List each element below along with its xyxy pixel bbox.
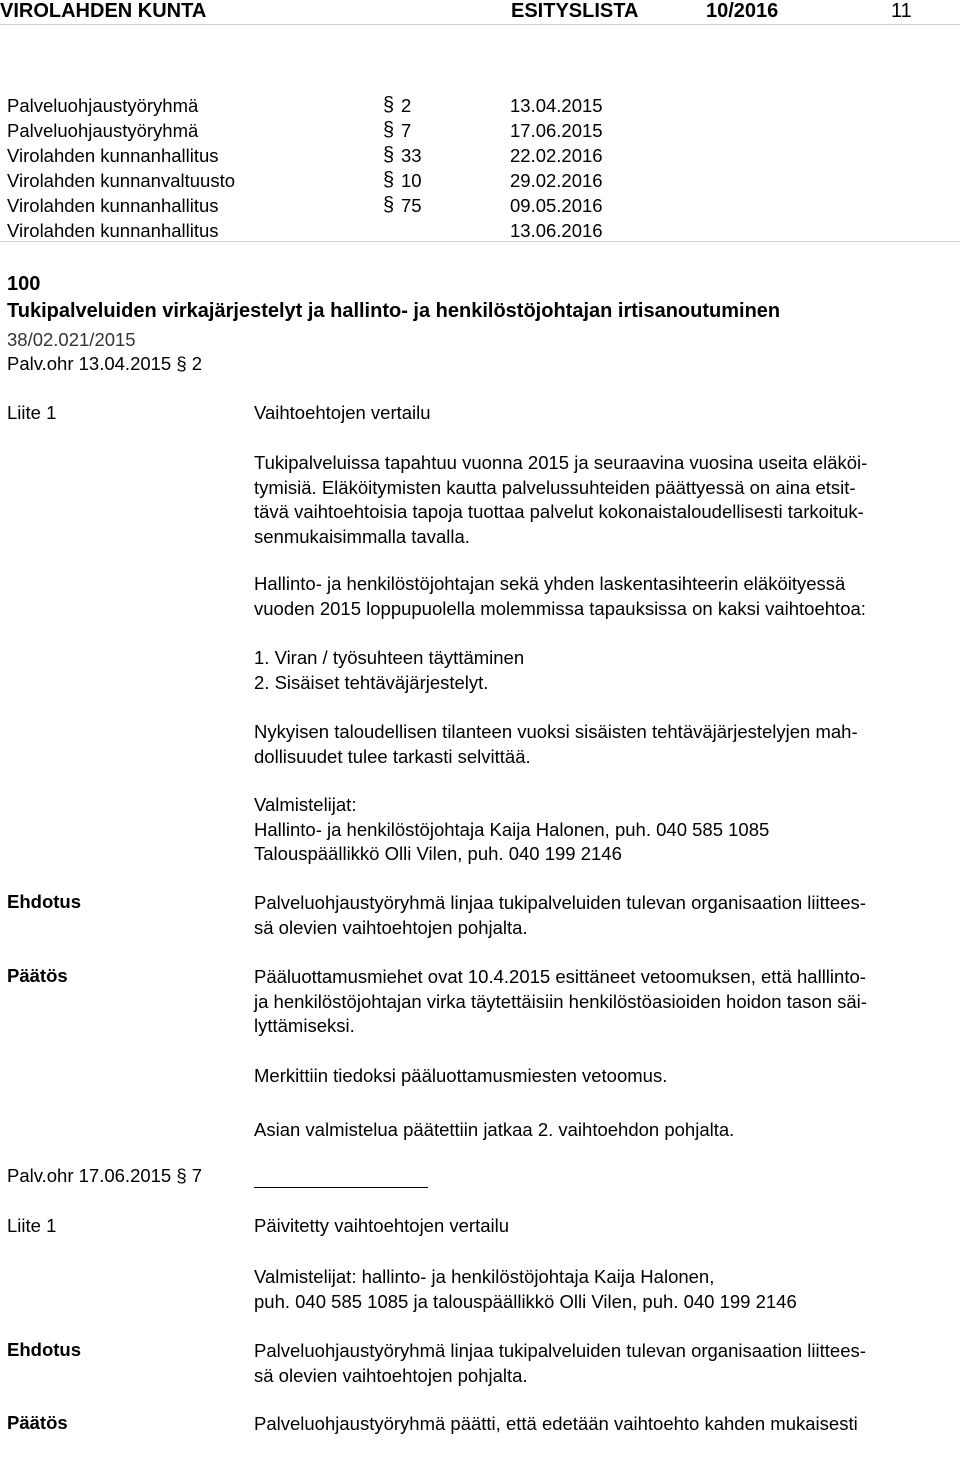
- section-symbol: §: [383, 169, 395, 191]
- decision-note-2: [254, 1118, 954, 1143]
- header-org: VIROLAHDEN KUNTA: [0, 0, 207, 22]
- item-number: 100: [7, 273, 41, 295]
- item-title: Tukipalveluiden virkajärjestelyt ja hallinto- ja henkilöstöjohtajan irtisanoutuminen: [7, 300, 781, 322]
- history-date: 13.04.2015: [510, 95, 603, 116]
- preparer-line: Hallinto- ja henkilöstöjohtaja Kaija Halonen, puh. 040 585 1085: [254, 818, 770, 840]
- history-date: 13.06.2016: [510, 220, 603, 241]
- proposal-text: [254, 1339, 954, 1388]
- history-body: Virolahden kunnanhallitus: [7, 220, 219, 241]
- header-page-number: 11: [891, 0, 912, 22]
- paragraph-line: Valmistelijat: hallinto- ja henkilöstöjohtaja Kaija Halonen,: [254, 1266, 715, 1287]
- history-body: Virolahden kunnanhallitus: [7, 145, 219, 166]
- attachment-label: Liite 1: [7, 1215, 57, 1236]
- attachment-label: Liite 1: [7, 402, 57, 423]
- preparers-block-2: [254, 1265, 954, 1314]
- proposal-label: Ehdotus: [7, 1339, 81, 1360]
- history-body: Virolahden kunnanvaltuusto: [7, 170, 235, 191]
- options-list: [254, 646, 954, 695]
- attachment-link[interactable]: Vaihtoehtojen vertailu: [254, 402, 431, 423]
- paragraph-line: Palveluohjaustyöryhmä linjaa tukipalveluiden tulevan organisaation liittees-: [254, 892, 866, 913]
- reference-1: Palv.ohr 13.04.2015 § 2: [7, 353, 203, 374]
- decision-label: Päätös: [7, 965, 68, 986]
- paragraph-line: dollisuudet tulee tarkasti selvittää.: [254, 745, 531, 767]
- paragraph-line: Merkittiin tiedoksi pääluottamusmiesten vetoomus.: [254, 1065, 668, 1086]
- history-body: Palveluohjaustyöryhmä: [7, 120, 199, 141]
- option-item: 1. Viran / työsuhteen täyttäminen: [254, 647, 525, 668]
- section-symbol: §: [383, 119, 395, 141]
- paragraph-line: Pääluottamusmiehet ovat 10.4.2015 esittäneet vetoomuksen, että halllinto-: [254, 966, 866, 987]
- paragraph-line: Palveluohjaustyöryhmä päätti, että edetään vaihtoehto kahden mukaisesti: [254, 1413, 858, 1434]
- history-date: 22.02.2016: [510, 145, 603, 166]
- paragraph-line: lyttämiseksi.: [254, 1015, 355, 1036]
- paragraph-2: [254, 572, 954, 621]
- decision-text: [254, 1412, 954, 1437]
- history-body: Virolahden kunnanhallitus: [7, 195, 219, 216]
- paragraph-line: puh. 040 585 1085 ja talouspäällikkö Olli Vilen, puh. 040 199 2146: [254, 1290, 797, 1312]
- paragraph-line: vuoden 2015 loppupuolella molemmissa tapauksissa on kaksi vaihtoehtoa:: [254, 597, 866, 619]
- paragraph-line: Nykyisen taloudellisen tilanteen vuoksi sisäisten tehtäväjärjestelyjen mah-: [254, 721, 858, 742]
- history-number: 2: [401, 95, 412, 116]
- paragraph-line: tymisiä. Eläköitymisten kautta palvelussuhteiden päättyessä on aina etsit-: [254, 476, 856, 498]
- decision-label: Päätös: [7, 1412, 68, 1433]
- history-number: 33: [401, 145, 422, 166]
- preparer-line: Talouspäällikkö Olli Vilen, puh. 040 199 2146: [254, 843, 622, 864]
- paragraph-line: sä olevien vaihtoehtojen pohjalta.: [254, 916, 528, 938]
- history-number: 7: [401, 120, 412, 141]
- paragraph-line: senmukaisimmalla tavalla.: [254, 525, 470, 547]
- preparers-label: Valmistelijat:: [254, 794, 357, 815]
- paragraph-line: Tukipalveluissa tapahtuu vuonna 2015 ja seuraavina vuosina useita eläköi-: [254, 452, 868, 473]
- header-doc-type: ESITYSLISTA: [511, 0, 639, 22]
- paragraph-3: [254, 720, 954, 769]
- header-rule: [0, 24, 960, 25]
- section-symbol: §: [383, 194, 395, 216]
- paragraph-line: sä olevien vaihtoehtojen pohjalta.: [254, 1364, 528, 1386]
- paragraph-line: tävä vaihtoehtoisia tapoja tuottaa palvelut kokonaistaloudellisesti tarkoituk-: [254, 501, 864, 522]
- history-rule: [0, 241, 960, 242]
- history-date: 09.05.2016: [510, 195, 603, 216]
- paragraph-line: ja henkilöstöjohtajan virka täytettäisiin henkilöstöasioiden hoidon tason säi-: [254, 990, 867, 1012]
- attachment-link[interactable]: Päivitetty vaihtoehtojen vertailu: [254, 1215, 510, 1236]
- header-issue: 10/2016: [706, 0, 779, 22]
- reference-2: Palv.ohr 17.06.2015 § 7: [7, 1165, 203, 1186]
- history-number: 75: [401, 195, 422, 216]
- paragraph-line: Palveluohjaustyöryhmä linjaa tukipalveluiden tulevan organisaation liittees-: [254, 1340, 866, 1361]
- section-symbol: §: [383, 94, 395, 116]
- diary-number: 38/02.021/2015: [7, 329, 136, 350]
- paragraph-line: Hallinto- ja henkilöstöjohtajan sekä yhden laskentasihteerin eläköityessä: [254, 573, 846, 594]
- decision-note-1: [254, 1064, 954, 1089]
- paragraph-1: [254, 451, 954, 549]
- decision-text: [254, 965, 954, 1039]
- preparers-block: [254, 793, 954, 867]
- proposal-label: Ehdotus: [7, 891, 81, 912]
- paragraph-line: Asian valmistelua päätettiin jatkaa 2. vaihtoehdon pohjalta.: [254, 1119, 735, 1140]
- option-item: 2. Sisäiset tehtäväjärjestelyt.: [254, 671, 489, 693]
- history-number: 10: [401, 170, 422, 191]
- proposal-text: [254, 891, 954, 940]
- history-body: Palveluohjaustyöryhmä: [7, 95, 199, 116]
- separator-line: [254, 1187, 428, 1188]
- history-date: 17.06.2015: [510, 120, 603, 141]
- section-symbol: §: [383, 144, 395, 166]
- history-date: 29.02.2016: [510, 170, 603, 191]
